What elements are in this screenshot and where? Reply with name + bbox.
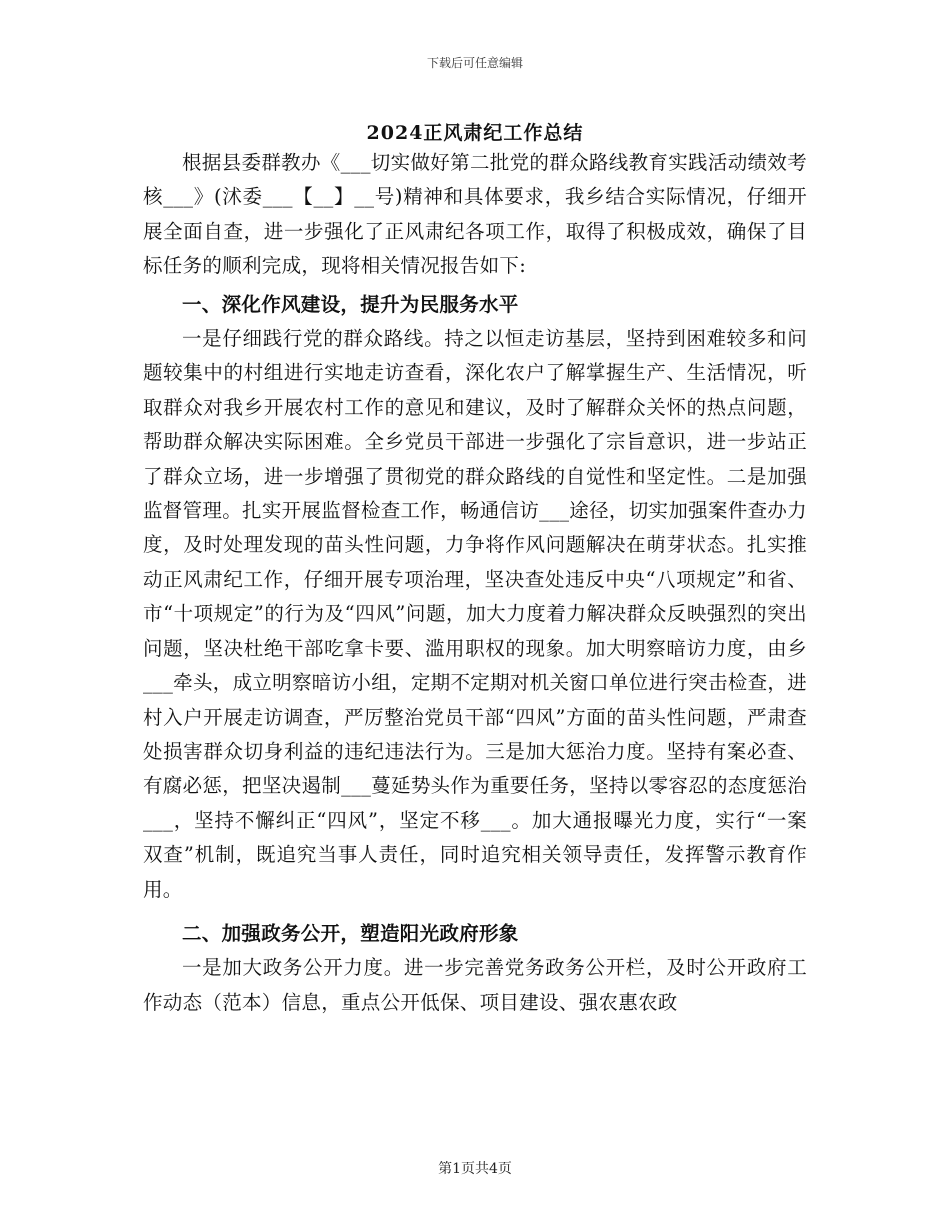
document-body: [143, 146, 807, 1020]
section-2-heading: 二、加强政务公开，塑造阳光政府形象: [182, 921, 519, 945]
section-1-body: 一是仔细践行党的群众路线。持之以恒走访基层，坚持到困难较多和问题较集中的村组进行实地走访查看，深化农户了解掌握生产、生活情况，听取群众对我乡开展农村工作的意见和建议，及时了解群众关怀的热点问题，帮助群众解决实际困难。全乡党员干部进一步强化了宗旨意识，进一步站正了群众立场，进一步增强了贯彻党的群众路线的自觉性和坚定性。二是加强监督管理。扎实开展监督检查工作，畅通信访___途径，切实加强案件查办力度，及时处理发现的苗头性问题，力争将作风问题解决在萌芽状态。扎实推动正风肃纪工作，仔细开展专项治理，坚决查处违反中央“八项规定”和省、市“十项规定”的行为及“四风”问题，加大力度着力解决群众反映强烈的突出问题，坚决杜绝干部吃拿卡要、滥用职权的现象。加大明察暗访力度，由乡___牵头，成立明察暗访小组，定期不定期对机关窗口单位进行突击检查，进村入户开展走访调查，严厉整治党员干部“四风”方面的苗头性问题，严肃查处损害群众切身利益的违纪违法行为。三是加大惩治力度。坚持有案必查、有腐必惩，把坚决遏制___蔓延势头作为重要任务，坚持以零容忍的态度惩治___，坚持不懈纠正“四风”，坚定不移___。加大通报曝光力度，实行“一案双查”机制，既追究当事人责任，同时追究相关领导责任，发挥警示教育作用。: [143, 327, 807, 901]
header-note: 下载后可任意编辑: [426, 56, 523, 70]
page-footer: 第1页共4页: [438, 1161, 512, 1177]
section-2-body: 一是加大政务公开力度。进一步完善党务政务公开栏，及时公开政府工作动态（范本）信息，重点公开低保、项目建设、强农惠农政: [143, 956, 807, 1014]
section-1-heading: 一、深化作风建设，提升为民服务水平: [182, 292, 519, 316]
document-title: 2024正风肃纪工作总结: [366, 122, 584, 144]
intro-paragraph: 根据县委群教办《___切实做好第二批党的群众路线教育实践活动绩效考核___》(沭委___【__】__号)精神和具体要求，我乡结合实际情况，仔细开展全面自查，进一步强化了正风肃纪各项工作，取得了积极成效，确保了目标任务的顺利完成，现将相关情况报告如下:: [143, 151, 807, 278]
